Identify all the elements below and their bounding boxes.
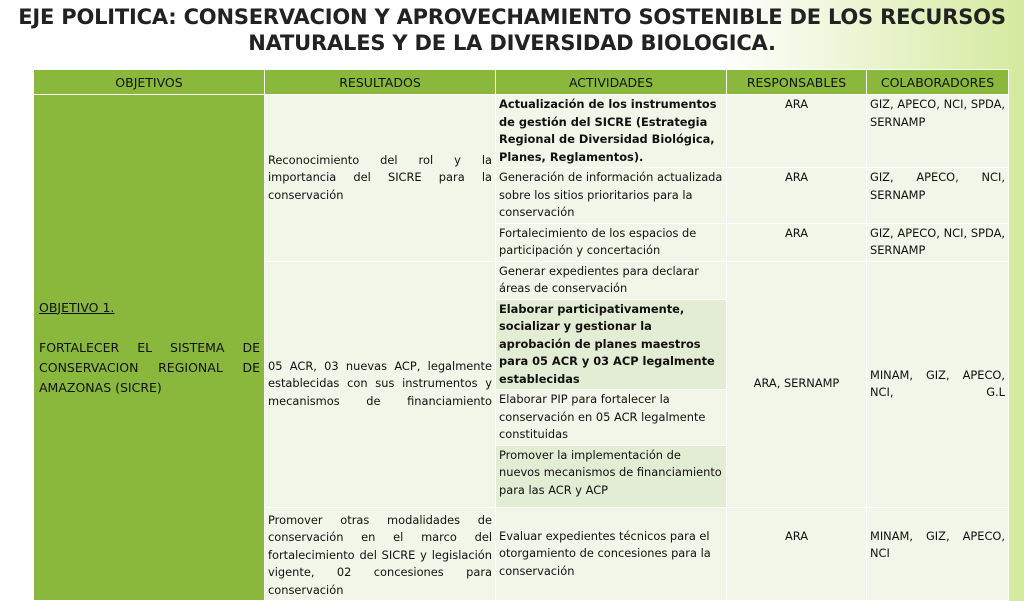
planning-table: [33, 69, 1009, 601]
actividad-cell-3: Fortalecimiento de los espacios de participación y concertación: [496, 223, 727, 261]
responsable-cell-2: ARA: [727, 168, 867, 224]
objetivo-label: OBJETIVO 1.: [39, 299, 115, 315]
actividad-cell-8: Evaluar expedientes técnicos para el otorgamiento de concesiones para la conservación: [496, 507, 727, 601]
header-resultados: RESULTADOS: [265, 70, 496, 95]
title-line-1: EJE POLITICA: CONSERVACION Y APROVECHAMIENTO SOSTENIBLE DE LOS RECURSOS: [18, 5, 1006, 29]
actividad-cell-6: Elaborar PIP para fortalecer la conservación en 05 ACR legalmente constituidas: [496, 390, 727, 446]
header-objetivos: OBJETIVOS: [34, 70, 265, 95]
resultado-cell-1: Reconocimiento del rol y la importancia del SICRE para la conservación: [265, 95, 496, 262]
responsable-cell-5: ARA: [727, 507, 867, 601]
resultado-cell-3: Promover otras modalidades de conservación en el marco del fortalecimiento del SICRE y legislación vigente, 02 concesiones para conservación: [265, 507, 496, 601]
header-actividades: ACTIVIDADES: [496, 70, 727, 95]
objetivo-cell: [34, 95, 265, 601]
actividad-cell-1: Actualización de los instrumentos de gestión del SICRE (Estrategia Regional de Diversidad Biológica, Planes, Reglamentos).: [496, 95, 727, 168]
actividad-cell-7: Promover la implementación de nuevos mecanismos de financiamiento para las ACR y ACP: [496, 445, 727, 507]
responsable-cell-3: ARA: [727, 223, 867, 261]
actividad-cell-4: Generar expedientes para declarar áreas de conservación: [496, 261, 727, 299]
colaborador-cell-4: MINAM, GIZ, APECO, NCI, G.L: [867, 261, 1009, 507]
colaborador-cell-5: MINAM, GIZ, APECO, NCI: [867, 507, 1009, 601]
page-title: [0, 4, 1024, 56]
header-colaboradores: COLABORADORES: [867, 70, 1009, 95]
actividad-cell-5: Elaborar participativamente, socializar y gestionar la aprobación de planes maestros para 05 ACR y 03 ACP legalmente establecidas: [496, 299, 727, 390]
title-line-2: NATURALES Y DE LA DIVERSIDAD BIOLOGICA.: [248, 31, 776, 55]
responsable-cell-4: ARA, SERNAMP: [727, 261, 867, 507]
responsable-cell-1: ARA: [727, 95, 867, 168]
colaborador-cell-3: GIZ, APECO, NCI, SPDA, SERNAMP: [867, 223, 1009, 261]
colaborador-cell-1: GIZ, APECO, NCI, SPDA, SERNAMP: [867, 95, 1009, 168]
objetivo-text: FORTALECER EL SISTEMA DE CONSERVACION REGIONAL DE AMAZONAS (SICRE): [39, 339, 260, 395]
colaborador-cell-2: GIZ, APECO, NCI, SERNAMP: [867, 168, 1009, 224]
resultado-cell-2: 05 ACR, 03 nuevas ACP, legalmente establecidas con sus instrumentos y mecanismos de financiamiento: [265, 261, 496, 507]
table-row: [34, 95, 1009, 168]
header-responsables: RESPONSABLES: [727, 70, 867, 95]
header-row: [34, 70, 1009, 95]
actividad-cell-2: Generación de información actualizada sobre los sitios prioritarios para la conservación: [496, 168, 727, 224]
